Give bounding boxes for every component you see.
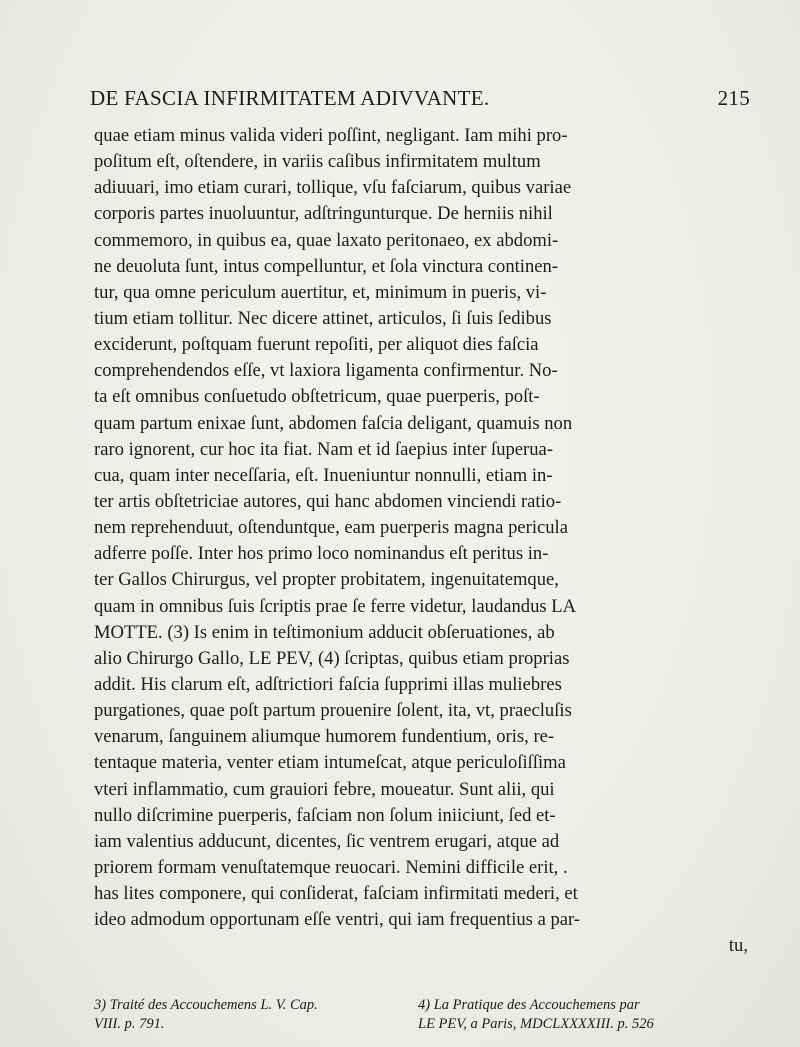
text-line: venarum, ſanguinem aliumque humorem fundentium, oris, re- [94,726,555,748]
text-line: nullo diſcrimine puerperis, faſciam non ſolum iniiciunt, ſed et- [94,804,556,826]
text-line: raro ignorent, cur hoc ita fiat. Nam et id ſaepius inter ſuperua- [94,438,553,460]
body-text [94,123,754,960]
footnote-line: LE PEV, a Paris, MDCLXXXXIII. p. 526 [418,1016,654,1032]
text-line: cua, quam inter neceſſaria, eſt. Inueniuntur nonnulli, etiam in- [94,464,553,486]
text-line: quam partum enixae ſunt, abdomen faſcia deligant, quamuis non [94,412,573,434]
text-line: MOTTE. (3) Is enim in teſtimonium adducit obſeruationes, ab [94,621,555,643]
text-line: nem reprehenduut, oſtenduntque, eam puerperis magna pericula [94,517,568,539]
text-line: quam in omnibus ſuis ſcriptis prae ſe ferre videtur, laudandus LA [94,595,577,617]
text-line: exciderunt, poſtquam fuerunt repoſiti, per aliquot dies faſcia [94,334,539,356]
text-line: commemoro, in quibus ea, quae laxato peritonaeo, ex abdomi- [94,229,559,251]
text-line: adiuuari, imo etiam curari, tollique, vſu faſciarum, quibus variae [94,177,572,199]
running-header [90,86,750,116]
footnote-4 [418,996,654,1034]
text-line: tentaque materia, venter etiam intumeſcat, atque periculoſiſſima [94,752,566,774]
running-title: DE FASCIA INFIRMITATEM ADIVVANTE. [90,86,490,110]
text-line: alio Chirurgo Gallo, LE PEV, (4) ſcriptas, quibus etiam proprias [94,647,570,669]
footnote-line: 3) Traité des Accouchemens L. V. Cap. [94,997,318,1013]
text-line: iam valentius adducunt, dicentes, ſic ventrem erugari, atque ad [94,830,560,852]
text-line: has lites componere, qui conſiderat, faſciam infirmitati mederi, et [94,883,578,905]
text-line: tur, qua omne periculum auertitur, et, minimum in pueris, vi- [94,281,547,303]
text-line: tium etiam tollitur. Nec dicere attinet, articulos, ſi ſuis ſedibus [94,307,552,329]
catchword: tu, [728,935,748,957]
footnote-line: 4) La Pratique des Accouchemens par [418,997,640,1013]
text-line: comprehendendos eſſe, vt laxiora ligamenta confirmentur. No- [94,360,558,382]
footnote-3 [94,996,318,1034]
page-number: 215 [717,86,750,110]
text-line: priorem formam venuſtatemque reuocari. Nemini difficile erit, . [94,856,568,878]
text-line: ne deuoluta ſunt, intus compelluntur, et ſola vinctura continen- [94,255,558,277]
text-line: poſitum eſt, oſtendere, in variis caſibus infirmitatem multum [94,151,541,173]
text-line: addit. His clarum eſt, adſtrictiori faſcia ſupprimi illas muliebres [94,673,562,695]
text-line: adferre poſſe. Inter hos primo loco nominandus eſt peritus in- [94,543,549,565]
text-line: corporis partes inuoluuntur, adſtringunturque. De herniis nihil [94,203,553,225]
footnote-line: VIII. p. 791. [94,1016,165,1032]
text-line: ter Gallos Chirurgus, vel propter probitatem, ingenuitatemque, [94,569,559,591]
text-line: ta eſt omnibus conſuetudo obſtetricum, quae puerperis, poſt- [94,386,540,408]
text-line: ideo admodum opportunam eſſe ventri, qui iam frequentius a par- [94,909,581,931]
text-line: quae etiam minus valida videri poſſint, negligant. Iam mihi pro- [94,125,568,146]
text-line: purgationes, quae poſt partum prouenire ſolent, ita, vt, praecluſis [94,700,572,722]
text-line: ter artis obſtetriciae autores, qui hanc abdomen vinciendi ratio- [94,490,562,512]
text-line: vteri inflammatio, cum grauiori febre, moueatur. Sunt alii, qui [94,778,555,800]
